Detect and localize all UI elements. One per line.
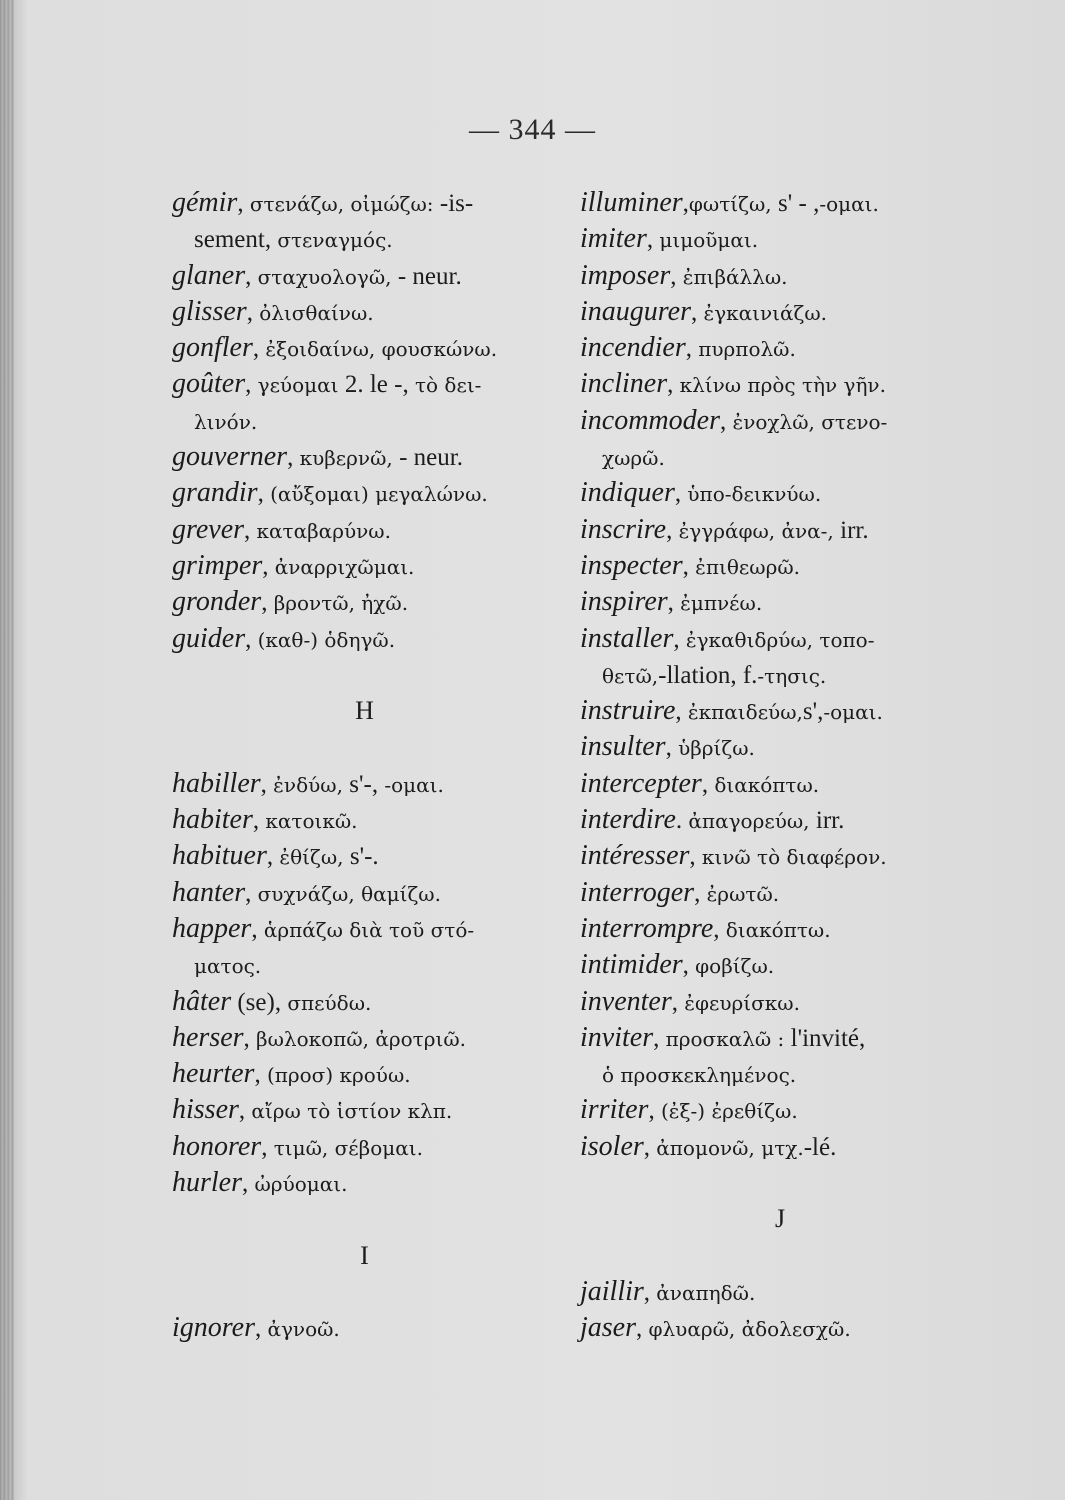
entry-text: , [675,698,688,726]
entry-text: , [653,1024,666,1052]
entry-text: , [245,879,258,907]
greek-translation: ὑβρίζω. [678,736,755,761]
entry-text: , [643,1133,657,1161]
dictionary-entry [172,185,557,221]
greek-translation: καταβαρύνω. [256,518,391,543]
headword: jaser [580,1312,636,1344]
headword: installer [580,622,674,654]
dictionary-entry [172,512,557,548]
entry-text: s'-. [349,843,379,871]
dictionary-entry [172,584,557,620]
greek-translation: σπεύδω. [287,990,372,1015]
headword: ignorer [172,1312,255,1344]
greek-translation: ἐρωτῶ. [706,881,780,906]
dictionary-entry [172,1129,557,1165]
entry-continuation [580,657,980,693]
greek-translation: μιμοῦμαι. [659,228,759,253]
entry-text: , [682,552,696,580]
greek-translation: (αὔξομαι) μεγαλώνω. [270,482,488,507]
dictionary-entry [172,984,557,1020]
headword: habiter [172,804,253,836]
dictionary-entry [580,512,980,548]
dictionary-entry [580,403,980,439]
entry-text: irr. [815,807,845,835]
dictionary-entry [580,984,980,1020]
entry-text: . [675,807,689,835]
blank-line [172,657,557,693]
headword: incliner [580,368,668,400]
entry-text: -is- [439,190,474,217]
greek-translation: (καθ-) ὁδηγῶ. [257,627,396,652]
entry-text: , [242,1170,255,1198]
entry-text: , [685,335,699,363]
dictionary-entry [580,366,980,402]
headword: hanter [172,876,246,908]
entry-text: , [245,371,258,399]
dictionary-entry [580,1020,980,1056]
entry-text: s'-, [349,770,385,798]
headword: instruire [580,695,676,727]
dictionary-entry [172,1165,557,1201]
entry-text: , [636,1315,649,1343]
entry-text: , [252,807,266,835]
greek-translation: ἐπιθεωρῶ. [695,554,800,579]
headword: habiller [172,767,261,799]
greek-translation: αἴρω τὸ ἱστίον κλπ. [251,1099,453,1124]
greek-translation: ὠρύομαι. [254,1172,348,1197]
blank-line [172,1201,557,1237]
dictionary-entry [580,475,980,511]
dictionary-entry [172,548,557,584]
dictionary-entry [580,947,980,983]
greek-translation: φλυαρῶ, ἀδολεσχῶ. [648,1317,851,1342]
entry-text: , [261,589,274,617]
entry-text: , [670,262,683,290]
dictionary-entry [172,1310,557,1346]
section-letter: H [355,696,374,726]
greek-translation: βροντῶ, ἠχῶ. [273,591,409,616]
headword: intéresser [580,840,690,872]
entry-text: , [689,843,702,871]
entry-text: , [237,190,250,217]
entry-text: , [666,516,679,544]
headword: interdire [580,804,676,836]
greek-translation: -ομαι. [823,700,883,725]
greek-translation: γεύομαι [257,373,345,398]
headword: intimider [580,949,683,981]
greek-translation: φωτίζω, [688,192,779,216]
entry-text: , [257,480,271,508]
entry-text: , [713,915,726,943]
entry-text: 2. le -, [344,371,415,399]
entry-text: sement, [194,226,278,254]
entry-text: , [287,444,300,472]
headword: imposer [580,259,671,291]
headword: interroger [580,876,695,908]
headword: insulter [580,731,666,763]
entry-text: , [254,1315,268,1343]
entry-continuation [172,947,557,983]
headword: incendier [580,332,686,364]
greek-translation: κινῶ τὸ διαφέρον. [701,845,887,870]
dictionary-entry [172,621,557,657]
dictionary-entry [580,1092,980,1128]
dictionary-entry [580,548,980,584]
entry-continuation [580,439,980,475]
headword: irriter [580,1094,649,1126]
dictionary-entry [580,1274,980,1310]
entry-continuation [580,1056,980,1092]
dictionary-entry [580,693,980,729]
greek-translation: ὀλισθαίνω. [259,300,374,325]
greek-translation: ἀπαγορεύω, [688,809,816,834]
greek-translation: ἐφευρίσκω. [684,990,800,1015]
entry-text: , [245,625,258,653]
headword: inaugurer [580,295,691,327]
entry-text: , [252,335,266,363]
section-letter: J [774,1204,786,1234]
entry-text: , [671,988,685,1016]
entry-text: , [260,770,274,798]
dictionary-entry [172,802,557,838]
dictionary-entry [172,258,557,294]
greek-translation: -τησις. [757,663,827,688]
headword: incommoder [580,404,720,436]
greek-translation: ἐμπνέω. [680,591,763,616]
blank-line [172,729,557,765]
entry-continuation [172,403,557,439]
dictionary-entry [580,330,980,366]
headword: intercepter [580,767,702,799]
dictionary-entry [172,1056,557,1092]
dictionary-entry [580,729,980,765]
headword: habituer [172,840,267,872]
entry-text: , [261,1133,274,1161]
dictionary-entry [580,185,980,221]
greek-translation: ἀναπηδῶ. [656,1280,756,1305]
entry-text: , [251,915,264,943]
entry-text: , [694,879,707,907]
greek-translation: -ομαι. [384,772,444,797]
entry-text: , [673,625,686,653]
entry-text: , [667,371,680,399]
dictionary-entry [172,766,557,802]
greek-translation: συχνάζω, θαμίζω. [257,881,441,906]
greek-translation: ματος. [194,954,262,979]
greek-translation: -ομαι. [819,192,879,216]
dictionary-entry [580,802,980,838]
headword: grever [172,513,245,545]
entry-text: , [701,770,715,798]
greek-translation: τὸ δει- [414,373,482,398]
dictionary-entry [580,294,980,330]
headword: gémir [172,187,238,218]
entry-text: , [690,298,704,326]
headword: goûter [172,368,246,400]
greek-translation: ἁρπάζω διὰ τοῦ στό- [263,917,475,942]
left-column [172,185,557,1347]
dictionary-entry [172,475,557,511]
greek-translation: ἐκπαιδεύω, [687,700,803,725]
greek-translation: ἀγνοῶ. [267,1317,340,1342]
entry-text: (se), [231,988,288,1016]
dictionary-entry [580,621,980,657]
headword: inviter [580,1021,654,1053]
entry-text: , [243,1024,257,1052]
greek-translation: (προσ) κρούω. [266,1063,411,1088]
greek-translation: ὑπο-δεικνύω. [687,482,822,507]
greek-translation: ἐγκαθιδρύω, τοπο- [685,627,875,652]
headword: gonfler [172,332,253,364]
blank-line [172,1274,557,1310]
entry-text: l'invité, [790,1024,866,1052]
entry-text: , [262,552,275,580]
greek-translation: κυβερνῶ, [299,446,400,471]
entry-text: , [266,843,280,871]
entry-text: , [667,589,681,617]
headword: heurter [172,1058,255,1090]
greek-translation: κλίνω πρὸς τὴν γῆν. [679,373,886,398]
greek-translation: σταχυολογῶ, [257,264,398,289]
greek-translation: κατοικῶ. [265,809,358,834]
entry-text: , [643,1278,657,1306]
entry-text: , [648,1097,661,1125]
dictionary-entry [172,1092,557,1128]
greek-translation: λινόν. [194,409,258,434]
entry-text: , [682,190,689,217]
headword: illuminer [580,187,683,218]
headword: glisser [172,295,247,327]
greek-translation: προσκαλῶ : [665,1026,791,1051]
dictionary-entry [172,911,557,947]
greek-translation: χωρῶ. [602,446,665,471]
headword: happer [172,912,252,944]
greek-translation: βωλοκοπῶ, ἀροτριῶ. [256,1026,466,1051]
blank-line [580,1165,980,1201]
blank-line [580,1238,980,1274]
dictionary-entry [172,838,557,874]
headword: gouverner [172,441,288,473]
dictionary-entry [580,875,980,911]
greek-translation: ἐγκαινιάζω. [703,300,828,325]
entry-text: , [682,952,696,980]
greek-translation: ὁ προσκεκλημένος. [602,1063,797,1088]
greek-translation: ἀναρριχῶμαι. [274,554,415,579]
greek-translation: διακόπτω. [714,772,820,797]
entry-text: , [245,262,258,290]
entry-text: , [646,226,660,254]
entry-text: s' - , [778,190,820,217]
dictionary-entry [580,258,980,294]
dictionary-entry [172,294,557,330]
greek-translation: ἀπομονῶ, μτχ. [656,1135,804,1160]
dictionary-entry [580,584,980,620]
greek-translation: πυρπολῶ. [698,337,796,362]
dictionary-entry [172,439,557,475]
headword: jaillir [580,1275,644,1307]
entry-text: , [665,734,679,762]
greek-translation: θετῶ, [602,663,659,688]
headword: hisser [172,1094,239,1126]
greek-translation: τιμῶ, σέβομαι. [273,1135,423,1160]
entry-continuation [172,221,557,257]
entry-text: irr. [840,516,869,544]
entry-text: , [246,298,260,326]
headword: inventer [580,985,672,1017]
dictionary-entry [172,1020,557,1056]
greek-translation: στεναγμός. [277,228,393,253]
headword: hâter [172,985,232,1017]
greek-translation: διακόπτω. [725,917,831,942]
headword: isoler [580,1130,644,1162]
section-letter: I [360,1240,369,1270]
headword: gronder [172,586,262,618]
entry-text: , [674,480,688,508]
dictionary-entry [580,766,980,802]
headword: glaner [172,259,246,291]
headword: imiter [580,223,647,255]
dictionary-entry [172,366,557,402]
greek-translation: ἐπιβάλλω. [682,264,788,289]
dictionary-entry [580,1129,980,1165]
headword: indiquer [580,477,675,509]
dictionary-entry [172,330,557,366]
entry-text: , [238,1097,252,1125]
greek-translation: φοβίζω. [695,954,775,979]
headword: herser [172,1021,244,1053]
greek-translation: στενάζω, οἰμώζω: [249,192,440,216]
entry-text: , [254,1061,267,1089]
dictionary-entry [580,911,980,947]
dictionary-entry [580,1310,980,1346]
entry-text: -llation, f. [658,661,758,689]
entry-text: - neur. [397,262,462,290]
headword: guider [172,622,246,654]
headword: honorer [172,1130,262,1162]
headword: inspirer [580,586,668,618]
entry-text: , [719,407,733,435]
greek-translation: (ἐξ-) ἐρεθίζω. [660,1099,798,1124]
greek-translation: ἐνοχλῶ, στενο- [732,409,888,434]
headword: grimper [172,549,263,581]
entry-text: s', [802,698,824,726]
headword: inscrire [580,513,667,545]
page-edge [0,0,14,1500]
entry-text: - neur. [399,444,463,472]
headword: interrompre [580,912,714,944]
headword: hurler [172,1167,242,1199]
greek-translation: ἐξοιδαίνω, φουσκώνω. [265,337,498,362]
dictionary-entry [580,838,980,874]
page-number: — 344 — [469,113,596,146]
dictionary-entry [172,875,557,911]
entry-text: , [244,516,257,544]
headword: grandir [172,477,258,509]
greek-translation: ἐνδύω, [273,772,350,797]
right-column [580,185,980,1347]
entry-text: -lé. [803,1133,837,1161]
dictionary-entry [580,221,980,257]
greek-translation: ἐγγράφω, ἀνα-, [678,518,841,543]
headword: inspecter [580,549,683,581]
greek-translation: ἐθίζω, [279,845,350,870]
